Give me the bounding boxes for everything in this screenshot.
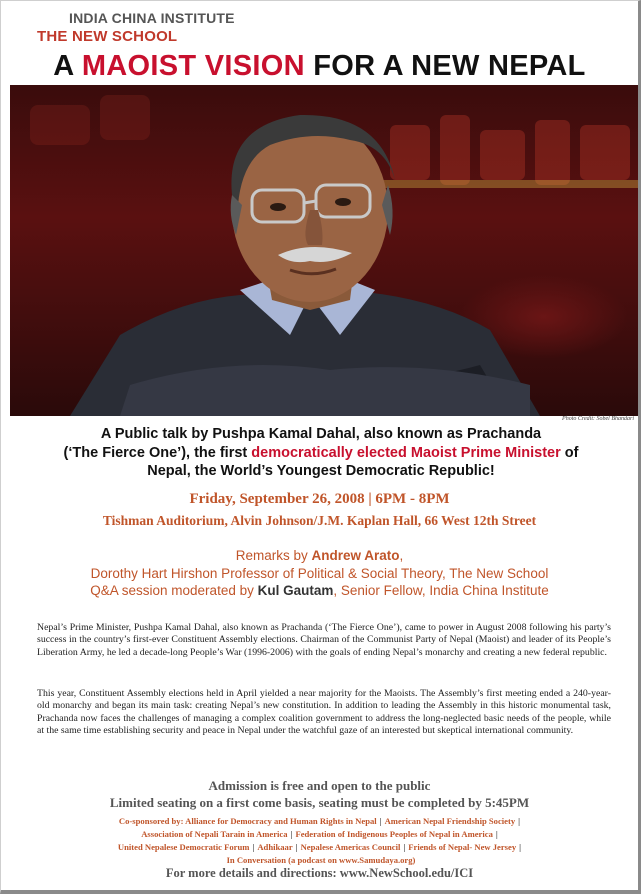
separator: |: [379, 816, 382, 826]
speakers: [1, 547, 638, 600]
talk-line-2: [15, 444, 627, 463]
cosponsor: Co-sponsored by: Alliance for Democracy and Human Rights in Nepal: [118, 816, 377, 826]
talk-line-1: A Public talk by Pushpa Kamal Dahal, also known as Prachanda: [100, 426, 542, 442]
headline-part2: FOR A NEW NEPAL: [304, 50, 586, 82]
cosponsor: American Nepal Friendship Society: [384, 816, 516, 826]
cosponsors-row-3: [41, 841, 601, 855]
cosponsor: United Nepalese Democratic Forum: [117, 842, 250, 852]
cosponsor: Association of Nepali Tarain in America: [141, 829, 288, 839]
photo-credit: Photo Credit: Sobel Bhandari: [562, 416, 634, 422]
remarks-speaker-name: Andrew Arato: [311, 548, 400, 563]
remarks-title: Dorothy Hart Hirshon Professor of Political & Social Theory, The New School: [90, 565, 549, 581]
cosponsors-row-1: [41, 815, 601, 829]
talk-line-2a: (‘The Fierce One’), the first: [63, 444, 252, 461]
event-datetime: Friday, September 26, 2008 | 6PM - 8PM: [189, 491, 450, 507]
body-paragraph-1: Nepal’s Prime Minister, Pushpa Kamal Dahal, also known as Prachanda (‘The Fierce One’), came to power in August 2008 following his party’s success in the country’s first-ever Constituent Assembly elections. Chairman of the Communist Party of Nepal (Maoist) and leader of its People’s Liberation Army, he led a decade-long People’s War (1996-2006) with the goals of ending Nepal’s monarchy and creating a new federal republic.: [37, 622, 611, 658]
qa-prefix: Q&A session moderated by: [90, 583, 258, 598]
event-venue: Tishman Auditorium, Alvin Johnson/J.M. Kaplan Hall, 66 West 12th Street: [102, 513, 537, 528]
separator: |: [403, 842, 406, 852]
cosponsor: Nepalese Americas Council: [300, 842, 401, 852]
cosponsor: Adhikaar: [257, 842, 293, 852]
talk-line-3: Nepal, the World’s Youngest Democratic Republic!: [147, 463, 495, 479]
admission-info: [1, 777, 638, 811]
admission-line-1: Admission is free and open to the public: [208, 778, 431, 793]
cosponsors-row-2: [41, 828, 601, 842]
headline-highlight: MAOIST VISION: [81, 50, 305, 82]
body-paragraph-2: This year, Constituent Assembly elections held in April yielded a near majority for the Maoists. The Assembly’s first meeting ended a 240-year-old monarchy and began its main task: creating Nepal’s new constitution. In addition to leading the Assembly in this historic monumental task, Prachanda now faces the challenges of managing a complex coalition government to address the long-neglected basic needs of the people, while at the same time establishing security and peace in Nepal under the watchful gaze of an interested but skeptical international community.: [37, 688, 611, 736]
qa-line: [1, 582, 638, 600]
footer-details: For more details and directions: www.NewSchool.edu/ICI: [165, 866, 474, 880]
qa-moderator-name: Kul Gautam: [257, 583, 334, 598]
talk-highlight: democratically elected Maoist Prime Minister: [251, 444, 561, 461]
separator: |: [290, 829, 293, 839]
separator: |: [518, 816, 521, 826]
separator: |: [519, 842, 522, 852]
headline: [1, 50, 638, 83]
cosponsor: Federation of Indigenous Peoples of Nepal in America: [295, 829, 493, 839]
school-name: THE NEW SCHOOL: [37, 28, 178, 45]
speaker-photo: [10, 85, 638, 416]
qa-suffix: , Senior Fellow, India China Institute: [333, 583, 549, 598]
admission-line-2: Limited seating on a first come basis, seating must be completed by 5:45PM: [109, 795, 530, 810]
remarks-prefix: Remarks by: [235, 548, 312, 563]
cosponsor: Friends of Nepal- New Jersey: [408, 842, 517, 852]
speaker-portrait-illustration: [10, 85, 638, 416]
separator: |: [495, 829, 498, 839]
headline-part1: A: [53, 50, 82, 82]
remarks-suffix: ,: [399, 548, 404, 563]
talk-description: [15, 425, 627, 481]
separator: |: [252, 842, 255, 852]
talk-line-2b: of: [560, 444, 579, 461]
separator: |: [295, 842, 298, 852]
remarks-line: [1, 547, 638, 565]
institute-name: INDIA CHINA INSTITUTE: [69, 10, 235, 26]
cosponsor: In Conversation (a podcast on www.Samudaya.org): [226, 855, 416, 865]
